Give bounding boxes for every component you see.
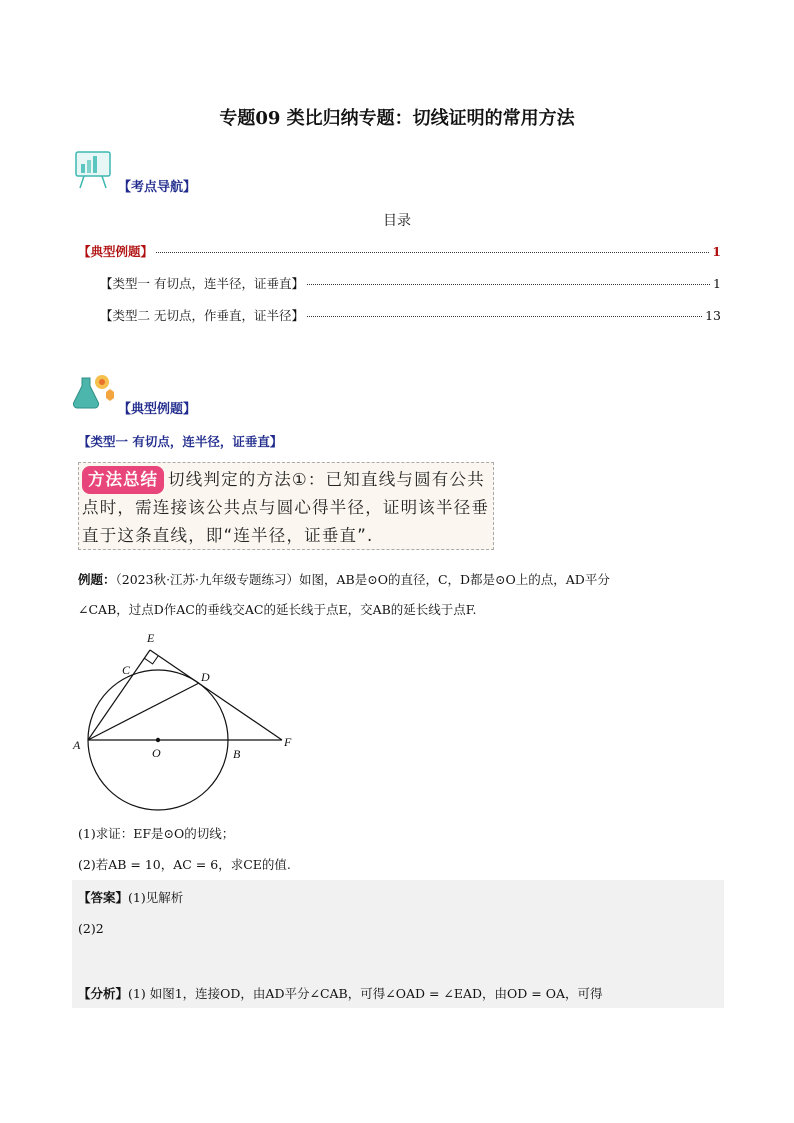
toc-heading: 目录 <box>383 213 411 229</box>
examples-label: 【典型例题】 <box>118 402 197 417</box>
analysis-label: 【分析】 <box>78 986 129 1001</box>
analysis-text: (1) 如图1，连接OD，由AD平分∠CAB，可得∠OAD = ∠EAD，由OD = OA，可得 <box>128 986 603 1001</box>
answer-label: 【答案】 <box>78 890 129 905</box>
answer-part-1: (1)见解析 <box>128 890 184 905</box>
toc-entry-label: 【类型一 有切点，连半径，证垂直】 <box>100 276 304 291</box>
toc-entry-label: 【典型例题】 <box>78 244 154 259</box>
toc-entry-page: 13 <box>705 308 721 323</box>
flask-icon <box>72 372 116 412</box>
label-A: A <box>73 738 81 752</box>
label-F: F <box>284 735 292 749</box>
toc-entry-page: 1 <box>713 276 721 291</box>
nav-section-label: 【考点导航】 <box>118 180 197 195</box>
toc-entry-page: 1 <box>712 244 721 259</box>
toc-entry-label: 【类型二 无切点，作垂直，证半径】 <box>100 308 304 323</box>
problem-line-2: ∠CAB，过点D作AC的垂线交AC的延长线于点E，交AB的延长线于点F. <box>78 602 477 617</box>
toc-entry-examples[interactable] <box>78 242 721 260</box>
method-badge: 方法总结 <box>82 466 164 494</box>
toc-leader-dots <box>156 252 709 253</box>
label-B: B <box>233 747 241 761</box>
label-D: D <box>201 670 210 684</box>
problem-text-1: 如图，AB是⊙O的直径，C，D都是⊙O上的点，AD平分 <box>299 572 610 587</box>
question-2: (2)若AB = 10，AC = 6，求CE的值. <box>78 857 291 872</box>
problem-line-1 <box>78 566 718 594</box>
presentation-board-icon <box>72 150 116 190</box>
method-body: 切线判定的方法①：已知直线与圆有公共点时，需连接该公共点与圆心得半径，证明该半径垂直于这条直线，即“连半径，证垂直”. <box>82 470 490 545</box>
method-summary-text <box>82 466 494 550</box>
question-1: (1)求证：EF是⊙O的切线； <box>78 826 235 841</box>
problem-source: （2023秋·江苏·九年级专题练习） <box>115 572 300 587</box>
label-C: C <box>122 663 131 677</box>
analysis-line <box>78 980 718 1008</box>
label-O: O <box>152 746 161 760</box>
toc-entry-type1[interactable] <box>100 274 721 292</box>
page-title: 专题09 类比归纳专题：切线证明的常用方法 <box>219 108 575 129</box>
geometry-figure <box>70 626 310 826</box>
toc-entry-type2[interactable] <box>100 306 721 324</box>
label-E: E <box>147 631 155 645</box>
problem-prefix: 例题： <box>78 572 116 587</box>
answer-part-2: (2)2 <box>78 921 104 936</box>
section-type1-label: 【类型一 有切点，连半径，证垂直】 <box>78 434 283 449</box>
toc-leader-dots <box>307 316 702 317</box>
toc-leader-dots <box>307 284 710 285</box>
answer-line-1 <box>78 884 718 912</box>
